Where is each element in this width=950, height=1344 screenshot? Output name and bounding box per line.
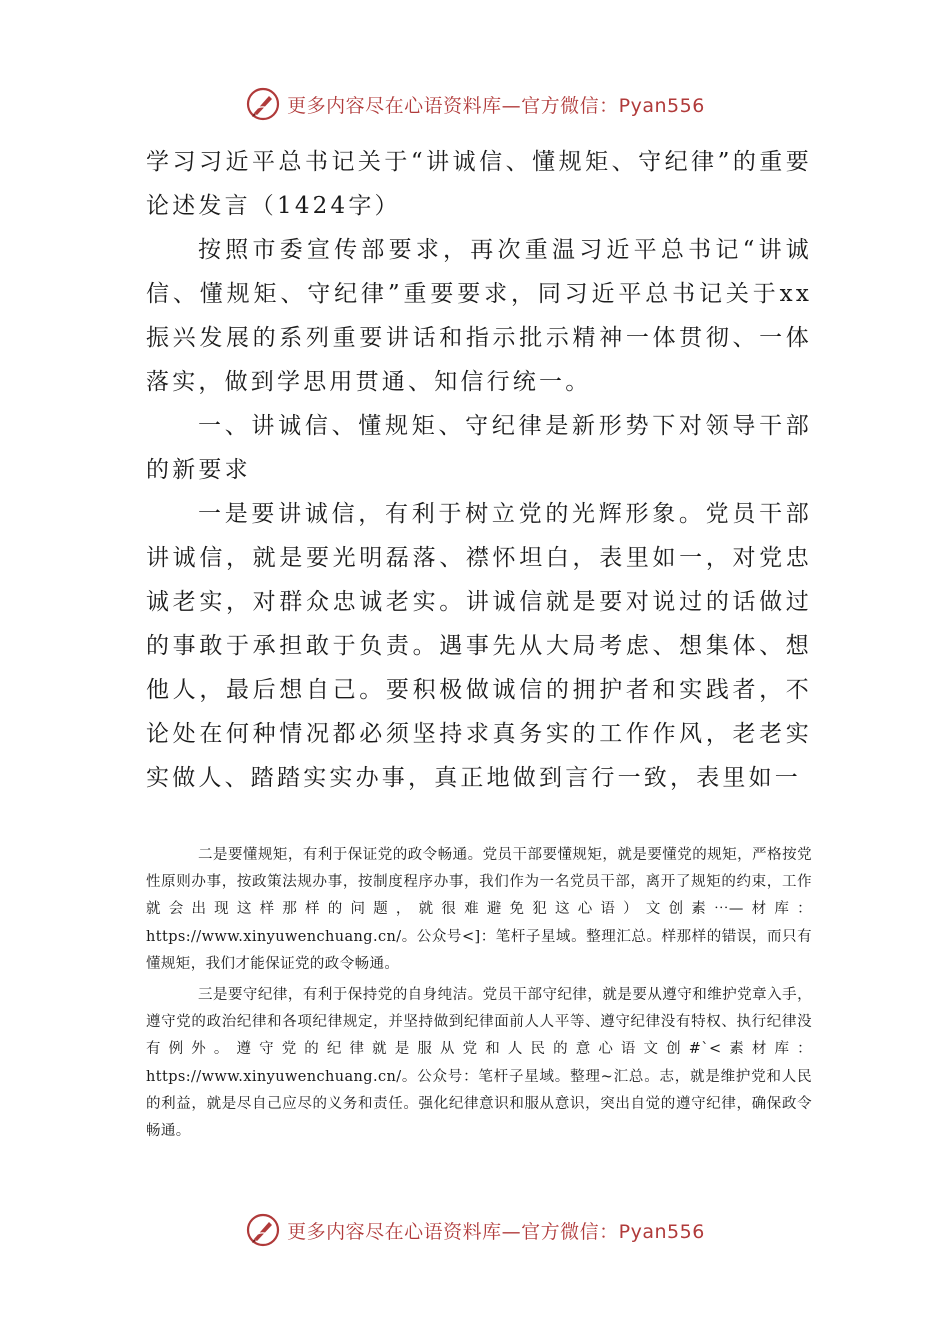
section-heading: 一、讲诚信、懂规矩、守纪律是新形势下对领导干部的新要求 bbox=[146, 413, 812, 483]
pen-logo-icon bbox=[245, 1212, 281, 1248]
header-banner bbox=[0, 84, 950, 124]
intro-paragraph: 按照市委宣传部要求，再次重温习近平总书记“讲诚信、懂规矩、守纪律”重要要求，同习近平总书记关于xx振兴发展的系列重要讲话和指示批示精神一体贯彻、一体落实，做到学思用贯通、知信行统一。 bbox=[146, 237, 812, 395]
point-two-paragraph: 二是要懂规矩，有利于保证党的政令畅通。党员干部要懂规矩，就是要懂党的规矩，严格按党性原则办事，按政策法规办事，按制度程序办事，我们作为一名党员干部，离开了规矩的约束，工作就会出现这样那样的问题，就很难避免犯这心语）文创素⋯—材库：https://www.xinyuwenchuang.cn/。公众号<]：笔杆子星域。整理汇总。样那样的错误，而只有懂规矩，我们才能保证党的政令畅通。 bbox=[146, 847, 812, 972]
footer-banner bbox=[0, 1210, 950, 1250]
pen-logo-icon bbox=[245, 86, 281, 122]
point-one-paragraph: 一是要讲诚信，有利于树立党的光辉形象。党员干部讲诚信，就是要光明磊落、襟怀坦白，表里如一，对党忠诚老实，对群众忠诚老实。讲诚信就是要对说过的话做过的事敢于承担敢于负责。遇事先从大局考虑、想集体、想他人，最后想自己。要积极做诚信的拥护者和实践者，不论处在何种情况都必须坚持求真务实的工作作风，老老实实做人、踏踏实实办事，真正地做到言行一致，表里如一 bbox=[146, 501, 812, 791]
header-banner-text: 更多内容尽在心语资料库—官方微信：Pyan556 bbox=[287, 94, 705, 117]
footer-banner-text: 更多内容尽在心语资料库—官方微信：Pyan556 bbox=[287, 1220, 705, 1243]
document-body bbox=[146, 140, 812, 800]
document-title: 学习习近平总书记关于“讲诚信、懂规矩、守纪律”的重要论述发言（1424字） bbox=[146, 149, 812, 219]
small-print-section bbox=[146, 842, 812, 1145]
point-three-paragraph: 三是要守纪律，有利于保持党的自身纯洁。党员干部守纪律，就是要从遵守和维护党章入手，遵守党的政治纪律和各项纪律规定，并坚持做到纪律面前人人平等、遵守纪律没有特权、执行纪律没有例外。遵守党的纪律就是服从党和人民的意心语文创#`<素材库：https://www.xinyuwenchuang.cn/。公众号：笔杆子星域。整理~汇总。志，就是维护党和人民的利益，就是尽自己应尽的义务和责任。强化纪律意识和服从意识，突出自觉的遵守纪律，确保政令畅通。 bbox=[146, 987, 812, 1140]
